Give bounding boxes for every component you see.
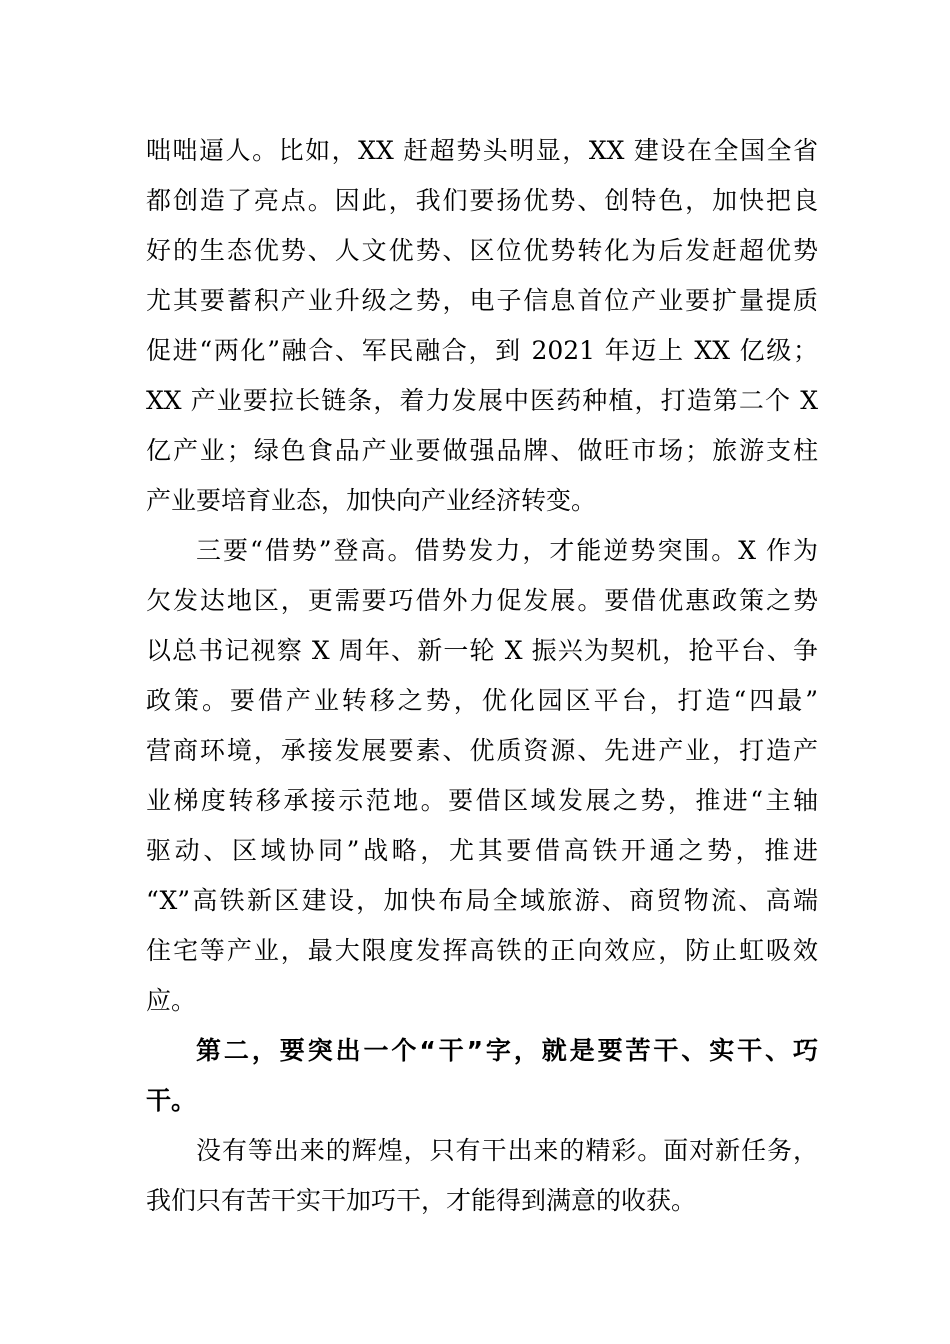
text-line: 营商环境，承接发展要素、优质资源、先进产业，打造产 [146, 736, 818, 765]
text-line: 欠发达地区，更需要巧借外力促发展。要借优惠政策之势 [146, 586, 818, 615]
text-line: 业梯度转移承接示范地。要借区域发展之势，推进“主轴 [146, 786, 818, 815]
text-line: 亿产业；绿色食品产业要做强品牌、做旺市场；旅游支柱 [146, 436, 818, 465]
heading-line: 第二，要突出一个“干”字，就是要苦干、实干、巧 [196, 1036, 818, 1065]
text-line: 我们只有苦干实干加巧干，才能得到满意的收获。 [146, 1186, 697, 1215]
text-line: “X”高铁新区建设，加快布局全域旅游、商贸物流、高端 [146, 886, 818, 915]
text-line: 没有等出来的辉煌，只有干出来的精彩。面对新任务， [196, 1136, 818, 1165]
heading-line: 干。 [146, 1086, 197, 1115]
text-line: XX 产业要拉长链条，着力发展中医药种植，打造第二个 X [146, 386, 818, 415]
text-line: 以总书记视察 X 周年、新一轮 X 振兴为契机，抢平台、争 [146, 636, 818, 665]
text-line: 驱动、区域协同”战略，尤其要借高铁开通之势，推进 [146, 836, 818, 865]
text-line: 尤其要蓄积产业升级之势，电子信息首位产业要扩量提质 [146, 286, 818, 315]
text-line: 好的生态优势、人文优势、区位优势转化为后发赶超优势 [146, 236, 818, 265]
text-line: 都创造了亮点。因此，我们要扬优势、创特色，加快把良 [146, 186, 818, 215]
text-line: 产业要培育业态，加快向产业经济转变。 [146, 486, 597, 515]
section-heading [146, 1026, 818, 1126]
text-line: 政策。要借产业转移之势，优化园区平台，打造“四最” [146, 686, 818, 715]
paragraph-hard-work [146, 1126, 818, 1226]
paragraph-borrow-momentum [146, 526, 818, 1026]
text-line: 住宅等产业，最大限度发挥高铁的正向效应，防止虹吸效 [146, 936, 818, 965]
document-page [146, 126, 818, 1226]
paragraph-industry-upgrade [146, 126, 818, 526]
text-line: 三要“借势”登高。借势发力，才能逆势突围。X 作为 [196, 536, 818, 565]
text-line: 咄咄逼人。比如，XX 赶超势头明显，XX 建设在全国全省 [146, 136, 818, 165]
text-line: 促进“两化”融合、军民融合，到 2021 年迈上 XX 亿级； [146, 336, 818, 365]
text-line: 应。 [146, 986, 197, 1015]
